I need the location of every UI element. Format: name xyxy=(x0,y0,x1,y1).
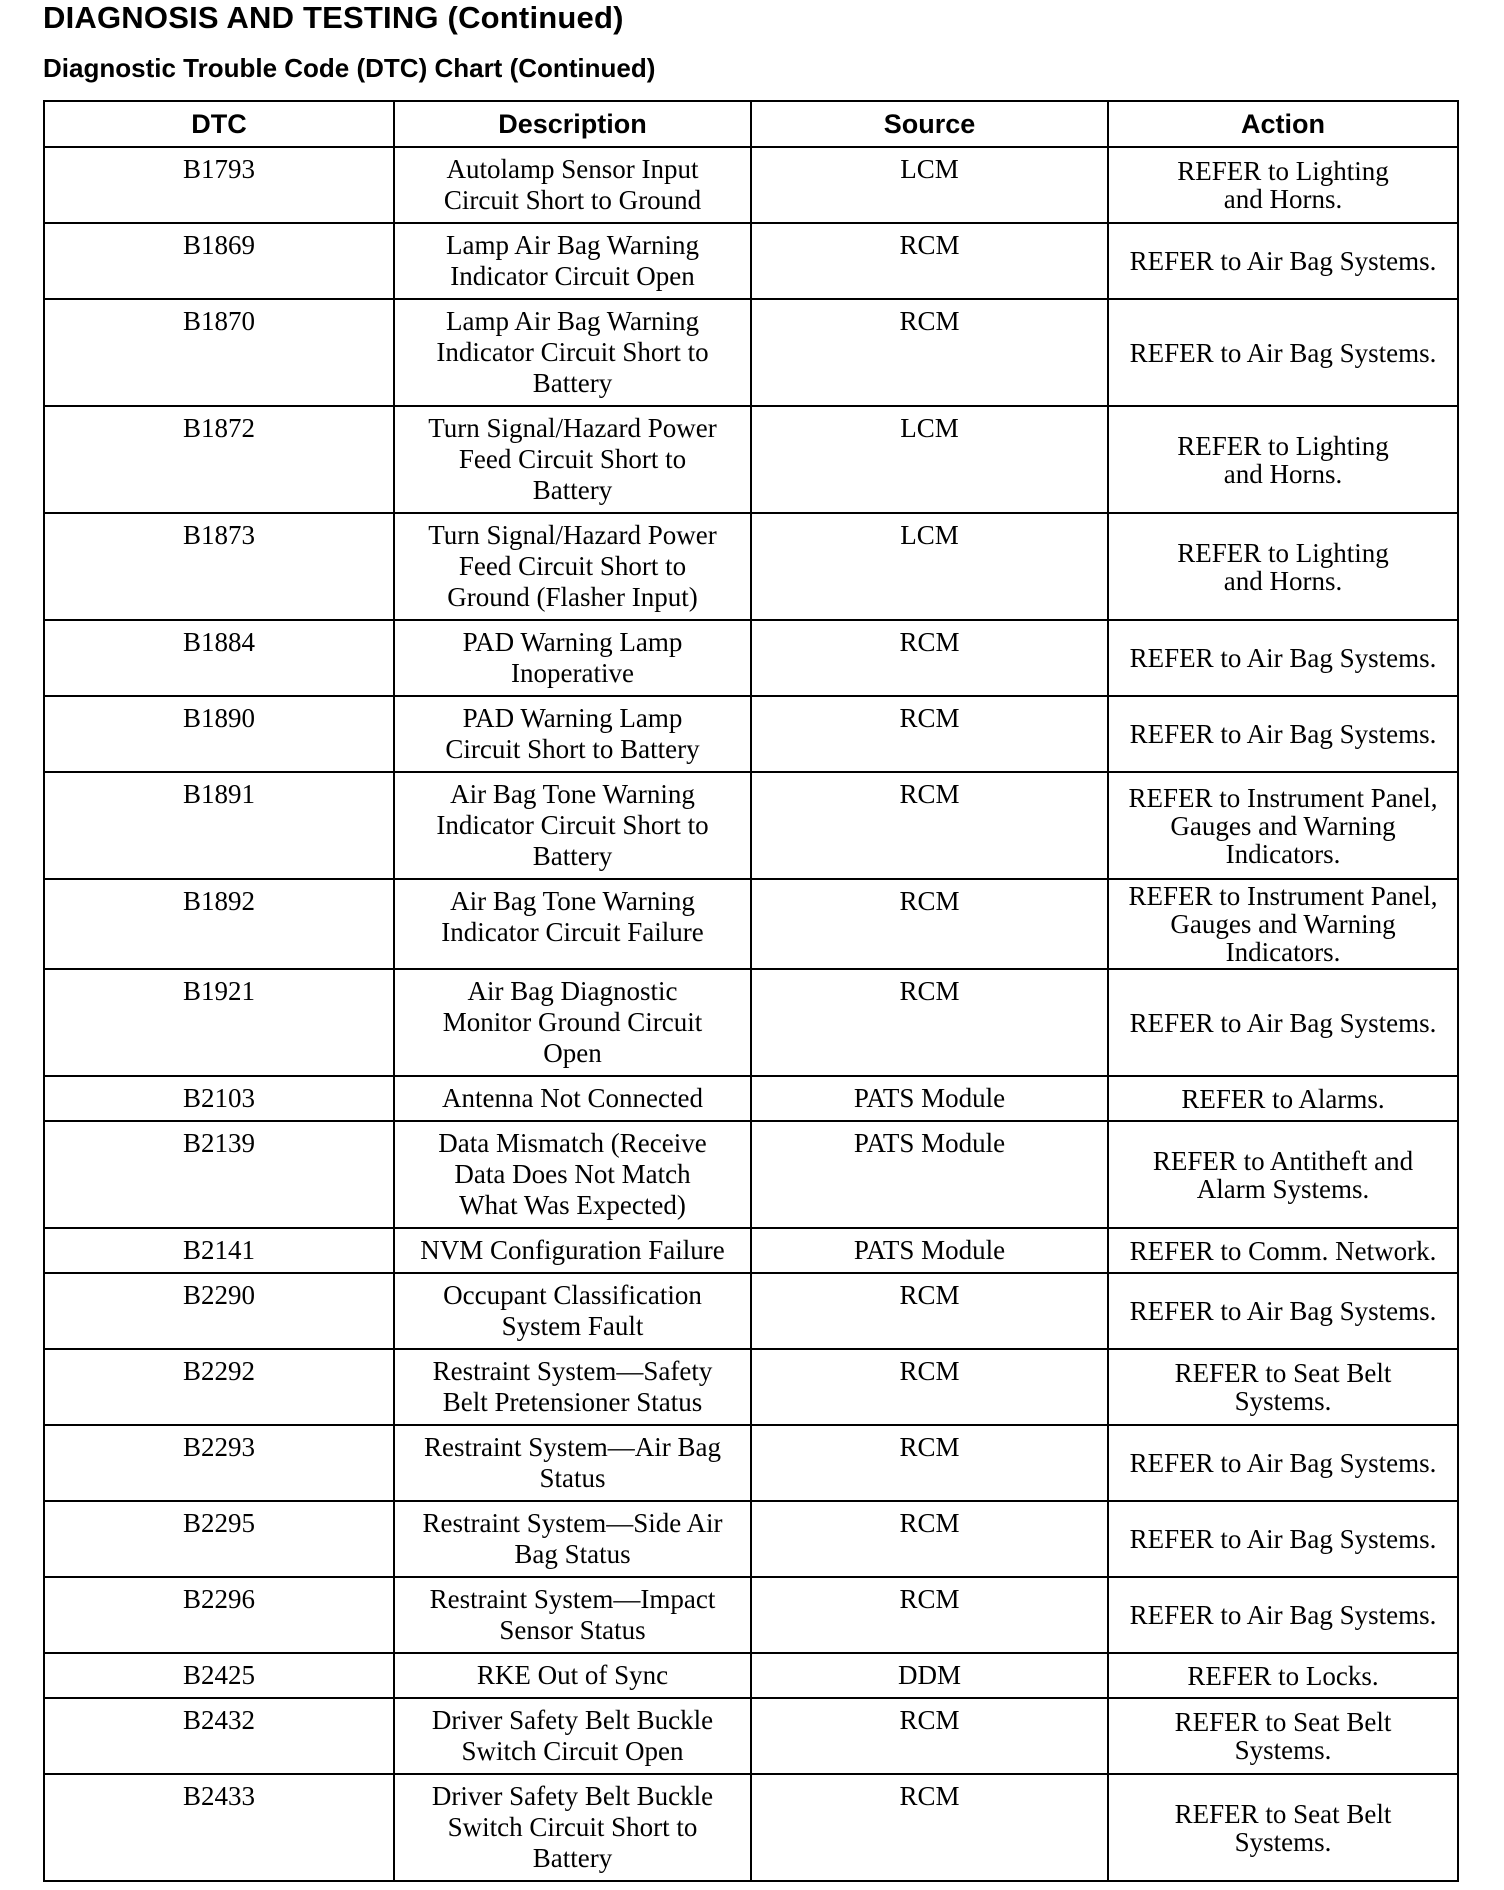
source-cell: PATS Module xyxy=(751,1076,1108,1121)
action-cell: REFER to Seat Belt Systems. xyxy=(1108,1349,1458,1425)
action-cell: REFER to Air Bag Systems. xyxy=(1108,696,1458,772)
action-cell: REFER to Seat Belt Systems. xyxy=(1108,1698,1458,1774)
dtc-code-cell: B1870 xyxy=(44,299,394,406)
description-cell: Driver Safety Belt Buckle Switch Circuit Open xyxy=(394,1698,751,1774)
source-cell: RCM xyxy=(751,696,1108,772)
table-row xyxy=(44,1501,1458,1577)
dtc-code-cell: B2290 xyxy=(44,1273,394,1349)
source-cell: DDM xyxy=(751,1653,1108,1698)
action-cell: REFER to Air Bag Systems. xyxy=(1108,1425,1458,1501)
description-cell: Restraint System—Safety Belt Pretensioner Status xyxy=(394,1349,751,1425)
dtc-code-cell: B1793 xyxy=(44,147,394,223)
description-cell: Air Bag Diagnostic Monitor Ground Circuit Open xyxy=(394,969,751,1076)
source-cell: RCM xyxy=(751,299,1108,406)
action-cell: REFER to Air Bag Systems. xyxy=(1108,1501,1458,1577)
action-cell: REFER to Air Bag Systems. xyxy=(1108,1577,1458,1653)
dtc-chart-table xyxy=(43,100,1459,1882)
dtc-code-cell: B2141 xyxy=(44,1228,394,1273)
table-row xyxy=(44,1121,1458,1228)
table-row xyxy=(44,1425,1458,1501)
column-header-dtc: DTC xyxy=(44,101,394,147)
section-title: Diagnostic Trouble Code (DTC) Chart (Continued) xyxy=(43,53,656,83)
description-cell: Restraint System—Impact Sensor Status xyxy=(394,1577,751,1653)
source-cell: RCM xyxy=(751,1273,1108,1349)
table-row xyxy=(44,772,1458,879)
source-cell: RCM xyxy=(751,1349,1108,1425)
page-title: DIAGNOSIS AND TESTING (Continued) xyxy=(43,0,624,35)
action-cell: REFER to Lighting and Horns. xyxy=(1108,147,1458,223)
source-cell: RCM xyxy=(751,772,1108,879)
action-cell: REFER to Instrument Panel, Gauges and Warning Indicators. xyxy=(1108,772,1458,879)
action-cell: REFER to Lighting and Horns. xyxy=(1108,406,1458,513)
description-cell: Data Mismatch (Receive Data Does Not Match What Was Expected) xyxy=(394,1121,751,1228)
source-cell: PATS Module xyxy=(751,1121,1108,1228)
table-row xyxy=(44,1653,1458,1698)
description-cell: PAD Warning Lamp Circuit Short to Battery xyxy=(394,696,751,772)
source-cell: PATS Module xyxy=(751,1228,1108,1273)
description-cell: Restraint System—Side Air Bag Status xyxy=(394,1501,751,1577)
table-row xyxy=(44,147,1458,223)
source-cell: RCM xyxy=(751,223,1108,299)
table-row xyxy=(44,879,1458,969)
table-row xyxy=(44,696,1458,772)
description-cell: Lamp Air Bag Warning Indicator Circuit Open xyxy=(394,223,751,299)
description-cell: RKE Out of Sync xyxy=(394,1653,751,1698)
source-cell: RCM xyxy=(751,879,1108,969)
dtc-code-cell: B1873 xyxy=(44,513,394,620)
source-cell: RCM xyxy=(751,1425,1108,1501)
action-cell: REFER to Air Bag Systems. xyxy=(1108,223,1458,299)
action-cell: REFER to Lighting and Horns. xyxy=(1108,513,1458,620)
column-header-description: Description xyxy=(394,101,751,147)
description-cell: Turn Signal/Hazard Power Feed Circuit Short to Ground (Flasher Input) xyxy=(394,513,751,620)
table-row xyxy=(44,1774,1458,1881)
table-row xyxy=(44,1076,1458,1121)
dtc-code-cell: B1891 xyxy=(44,772,394,879)
table-row xyxy=(44,620,1458,696)
action-cell: REFER to Air Bag Systems. xyxy=(1108,1273,1458,1349)
dtc-code-cell: B2296 xyxy=(44,1577,394,1653)
description-cell: Turn Signal/Hazard Power Feed Circuit Short to Battery xyxy=(394,406,751,513)
dtc-code-cell: B2139 xyxy=(44,1121,394,1228)
action-cell: REFER to Air Bag Systems. xyxy=(1108,299,1458,406)
source-cell: LCM xyxy=(751,147,1108,223)
action-cell: REFER to Comm. Network. xyxy=(1108,1228,1458,1273)
table-row xyxy=(44,1577,1458,1653)
dtc-code-cell: B1921 xyxy=(44,969,394,1076)
action-cell: REFER to Air Bag Systems. xyxy=(1108,620,1458,696)
table-row xyxy=(44,1349,1458,1425)
action-cell: REFER to Instrument Panel, Gauges and Warning Indicators. xyxy=(1108,879,1458,969)
description-cell: Antenna Not Connected xyxy=(394,1076,751,1121)
action-cell: REFER to Alarms. xyxy=(1108,1076,1458,1121)
source-cell: RCM xyxy=(751,620,1108,696)
description-cell: Air Bag Tone Warning Indicator Circuit Short to Battery xyxy=(394,772,751,879)
table-row xyxy=(44,299,1458,406)
table-row xyxy=(44,969,1458,1076)
dtc-code-cell: B2292 xyxy=(44,1349,394,1425)
description-cell: NVM Configuration Failure xyxy=(394,1228,751,1273)
source-cell: RCM xyxy=(751,1774,1108,1881)
description-cell: Occupant Classification System Fault xyxy=(394,1273,751,1349)
action-cell: REFER to Seat Belt Systems. xyxy=(1108,1774,1458,1881)
description-cell: Air Bag Tone Warning Indicator Circuit Failure xyxy=(394,879,751,969)
dtc-code-cell: B1890 xyxy=(44,696,394,772)
table-header-row xyxy=(44,101,1458,147)
table-row xyxy=(44,1228,1458,1273)
action-cell: REFER to Air Bag Systems. xyxy=(1108,969,1458,1076)
table-row xyxy=(44,1273,1458,1349)
column-header-source: Source xyxy=(751,101,1108,147)
dtc-code-cell: B1884 xyxy=(44,620,394,696)
dtc-code-cell: B1872 xyxy=(44,406,394,513)
table-row xyxy=(44,223,1458,299)
dtc-code-cell: B1892 xyxy=(44,879,394,969)
description-cell: Autolamp Sensor Input Circuit Short to Ground xyxy=(394,147,751,223)
dtc-code-cell: B2103 xyxy=(44,1076,394,1121)
source-cell: RCM xyxy=(751,1501,1108,1577)
description-cell: Driver Safety Belt Buckle Switch Circuit Short to Battery xyxy=(394,1774,751,1881)
dtc-code-cell: B2432 xyxy=(44,1698,394,1774)
table-row xyxy=(44,406,1458,513)
dtc-code-cell: B2295 xyxy=(44,1501,394,1577)
dtc-code-cell: B2293 xyxy=(44,1425,394,1501)
action-cell: REFER to Antitheft and Alarm Systems. xyxy=(1108,1121,1458,1228)
description-cell: Restraint System—Air Bag Status xyxy=(394,1425,751,1501)
source-cell: RCM xyxy=(751,969,1108,1076)
source-cell: LCM xyxy=(751,513,1108,620)
table-row xyxy=(44,1698,1458,1774)
action-cell: REFER to Locks. xyxy=(1108,1653,1458,1698)
table-row xyxy=(44,513,1458,620)
table-body xyxy=(44,147,1458,1881)
source-cell: LCM xyxy=(751,406,1108,513)
description-cell: PAD Warning Lamp Inoperative xyxy=(394,620,751,696)
description-cell: Lamp Air Bag Warning Indicator Circuit Short to Battery xyxy=(394,299,751,406)
dtc-code-cell: B1869 xyxy=(44,223,394,299)
dtc-code-cell: B2425 xyxy=(44,1653,394,1698)
column-header-action: Action xyxy=(1108,101,1458,147)
dtc-code-cell: B2433 xyxy=(44,1774,394,1881)
source-cell: RCM xyxy=(751,1577,1108,1653)
source-cell: RCM xyxy=(751,1698,1108,1774)
